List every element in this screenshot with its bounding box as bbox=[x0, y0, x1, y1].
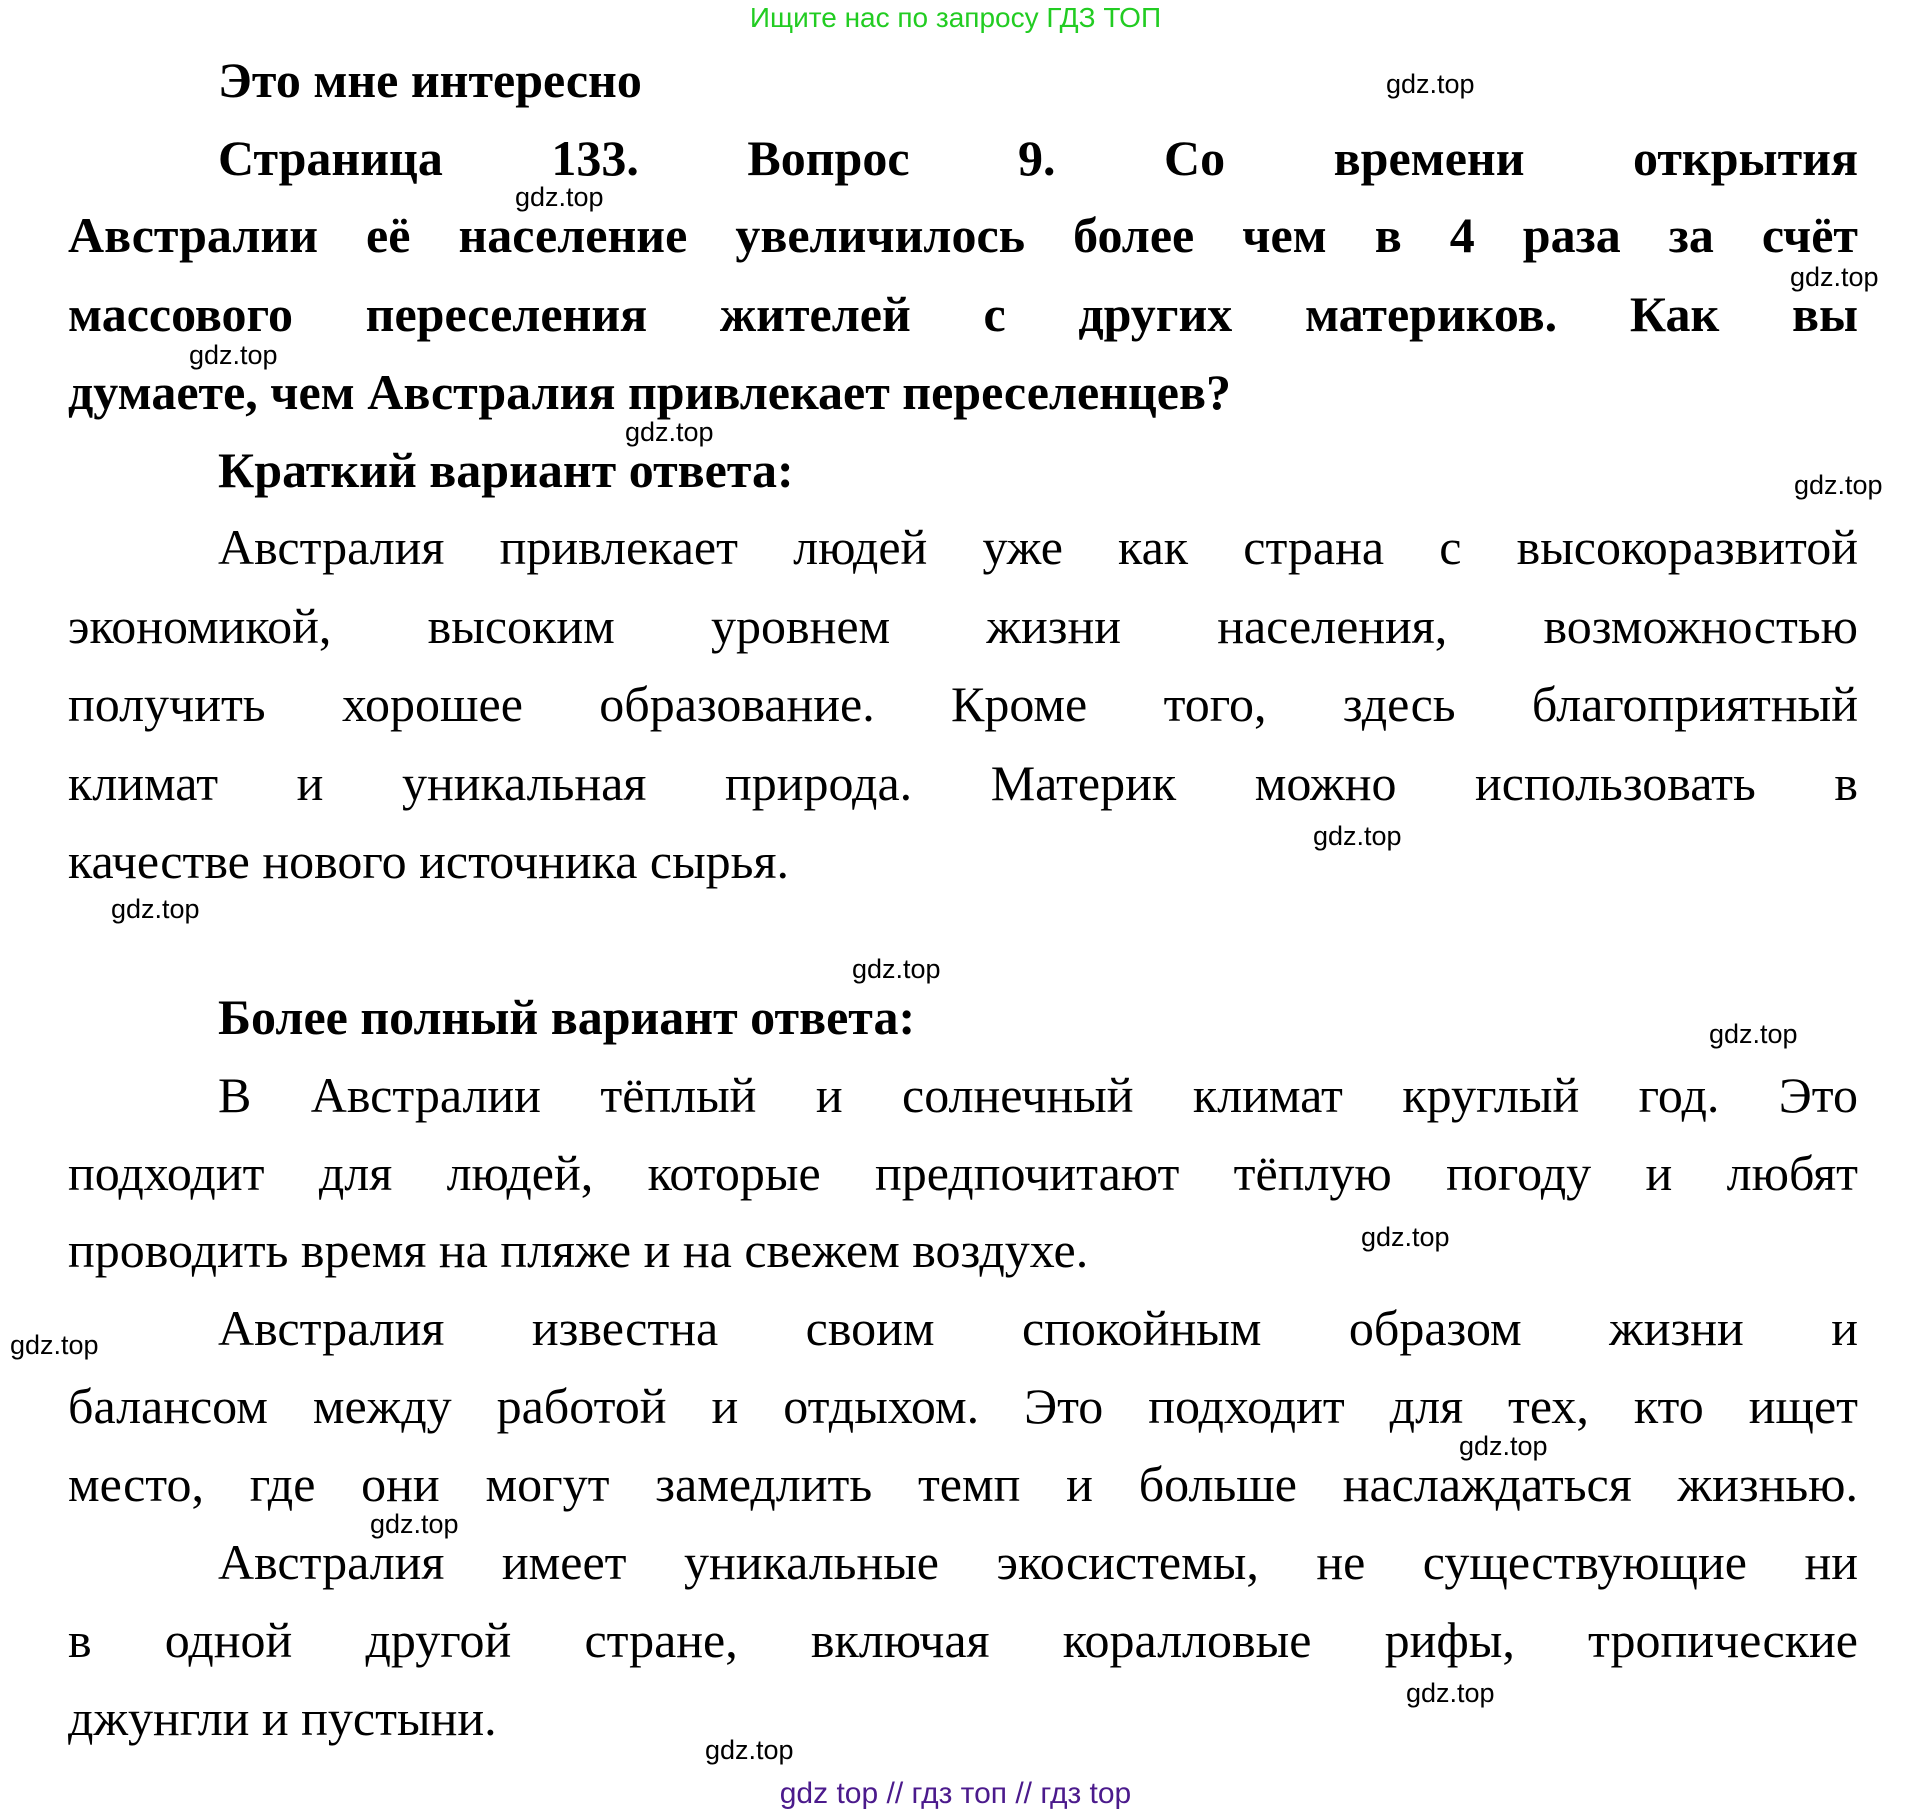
watermark: gdz.top bbox=[370, 1509, 459, 1539]
answer-line: джунгли и пустыни. bbox=[68, 1690, 497, 1746]
answer-line: Австралия известна своим спокойным образом жизни и bbox=[218, 1300, 1858, 1356]
footer-banner: gdz top // гдз топ // гдз top bbox=[779, 1777, 1132, 1810]
watermark: gdz.top bbox=[111, 894, 200, 924]
answer-line: место, где они могут замедлить темп и больше наслаждаться жизнью. bbox=[68, 1456, 1858, 1512]
answer-line: экономикой, высоким уровнем жизни населения, возможностью bbox=[68, 598, 1858, 654]
answer-line: климат и уникальная природа. Материк можно использовать в bbox=[68, 755, 1858, 811]
watermark: gdz.top bbox=[1361, 1222, 1450, 1252]
watermark: gdz.top bbox=[705, 1735, 794, 1765]
full-answer-heading: Более полный вариант ответа: bbox=[218, 989, 916, 1045]
question-line: Страница 133. Вопрос 9. Со времени открытия bbox=[218, 130, 1858, 186]
answer-line: подходит для людей, которые предпочитают тёплую погоду и любят bbox=[68, 1145, 1858, 1201]
watermark: gdz.top bbox=[1386, 69, 1475, 99]
watermark: gdz.top bbox=[1313, 821, 1402, 851]
question-line: думаете, чем Австралия привлекает переселенцев? bbox=[68, 364, 1231, 420]
answer-line: проводить время на пляже и на свежем воздухе. bbox=[68, 1222, 1089, 1278]
watermark: gdz.top bbox=[1790, 262, 1879, 292]
watermark: gdz.top bbox=[189, 340, 278, 370]
short-answer-heading: Краткий вариант ответа: bbox=[218, 442, 794, 498]
question-line: массового переселения жителей с других материков. Как вы bbox=[68, 286, 1858, 342]
search-hint-banner: Ищите нас по запросу ГДЗ ТОП bbox=[749, 2, 1162, 33]
question-line: Австралии её население увеличилось более чем в 4 раза за счёт bbox=[68, 207, 1858, 263]
section-heading: Это мне интересно bbox=[218, 52, 642, 108]
watermark: gdz.top bbox=[852, 954, 941, 984]
answer-line: Австралия привлекает людей уже как страна с высокоразвитой bbox=[218, 519, 1858, 575]
watermark: gdz.top bbox=[1406, 1678, 1495, 1708]
answer-line: балансом между работой и отдыхом. Это подходит для тех, кто ищет bbox=[68, 1378, 1858, 1434]
answer-line: Австралия имеет уникальные экосистемы, не существующие ни bbox=[218, 1534, 1858, 1590]
watermark: gdz.top bbox=[1459, 1431, 1548, 1461]
answer-line: качестве нового источника сырья. bbox=[68, 833, 789, 889]
answer-line: в одной другой стране, включая коралловые рифы, тропические bbox=[68, 1612, 1858, 1668]
watermark: gdz.top bbox=[515, 182, 604, 212]
watermark: gdz.top bbox=[625, 417, 714, 447]
watermark: gdz.top bbox=[10, 1330, 99, 1360]
answer-line: получить хорошее образование. Кроме того, здесь благоприятный bbox=[68, 676, 1858, 732]
watermark: gdz.top bbox=[1794, 470, 1883, 500]
answer-line: В Австралии тёплый и солнечный климат круглый год. Это bbox=[218, 1067, 1858, 1123]
watermark: gdz.top bbox=[1709, 1019, 1798, 1049]
